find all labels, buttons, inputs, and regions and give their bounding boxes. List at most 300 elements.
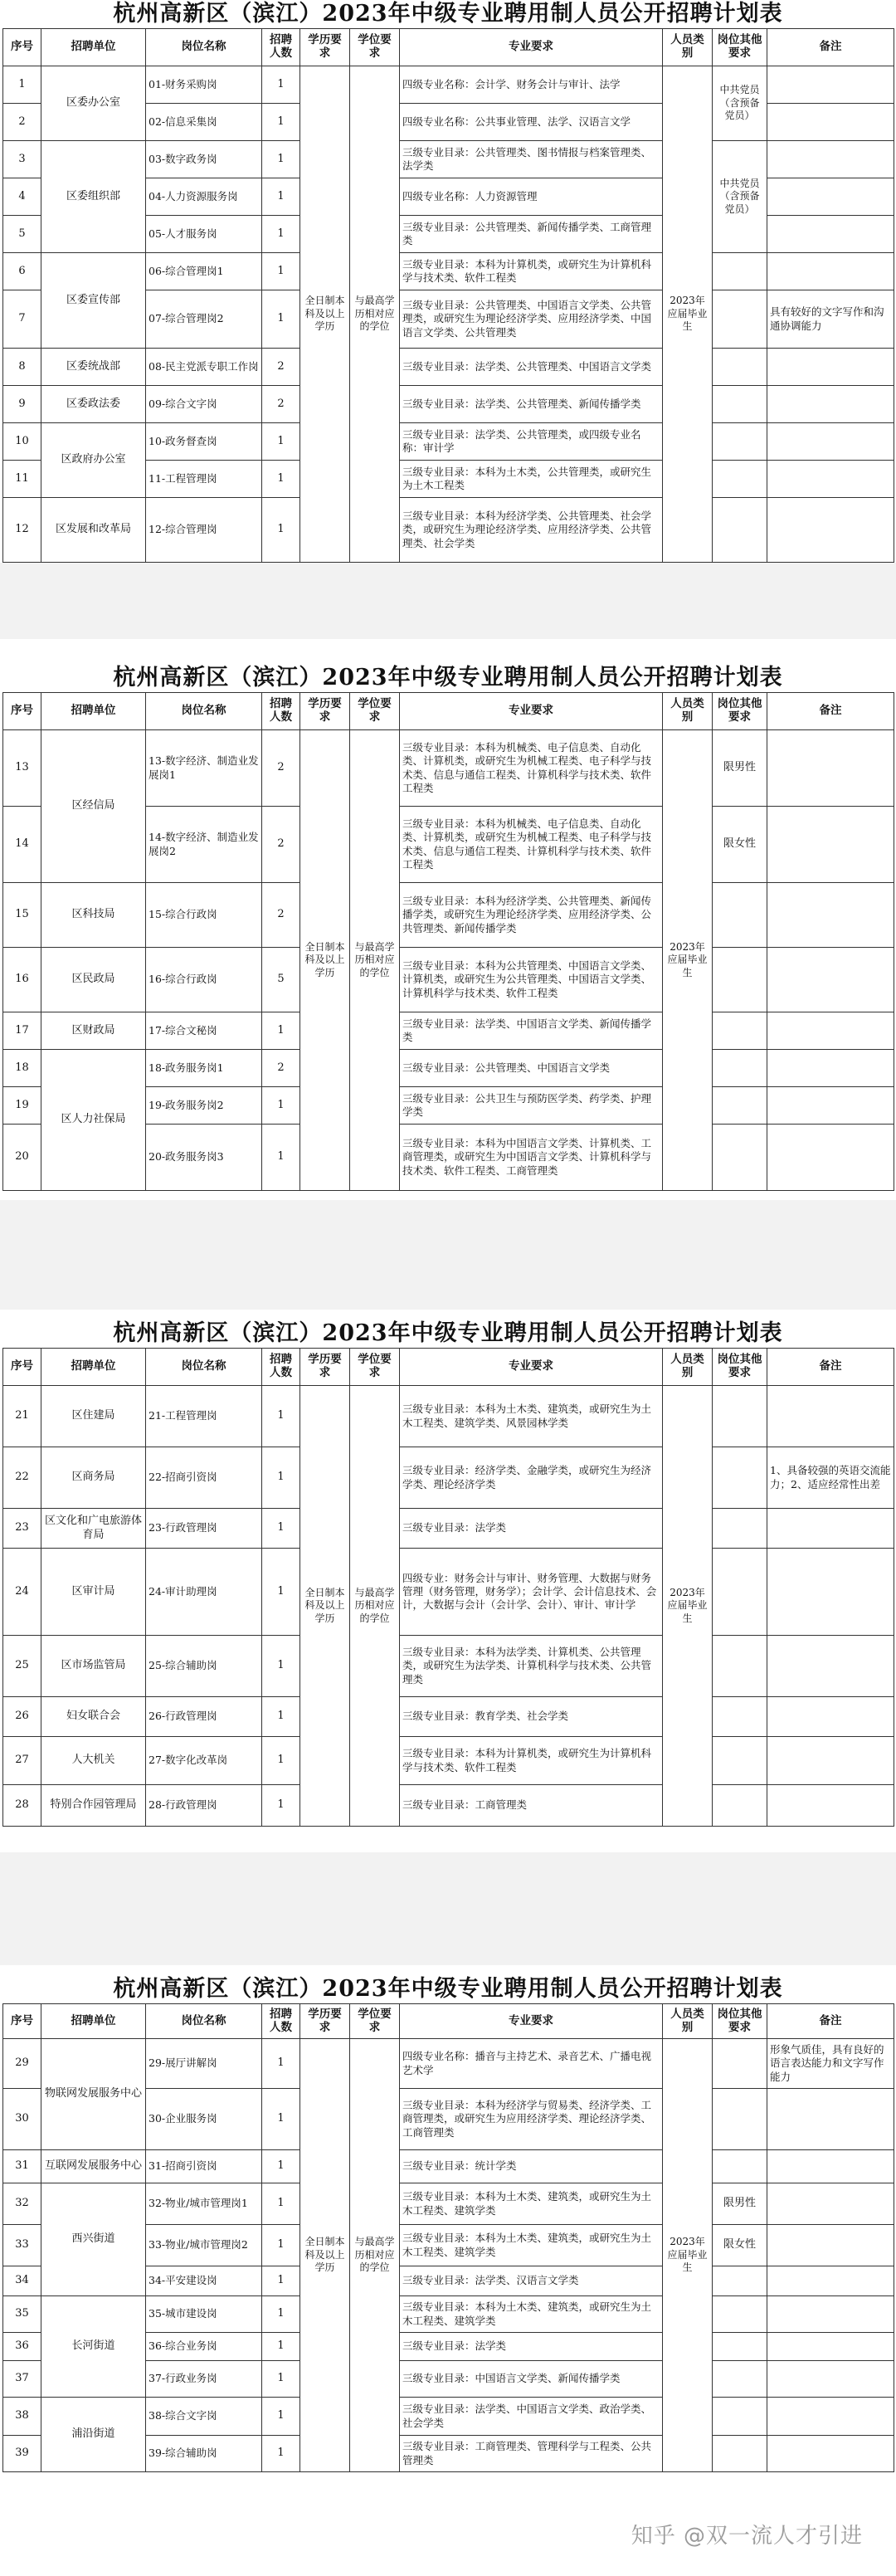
cell-unit: 区民政局 (41, 948, 146, 1012)
cell-major: 三级专业目录：本科为土木类，公共管理类，或研究生为土木工程类 (400, 461, 663, 498)
table-row (3, 498, 894, 563)
cell-other (713, 1509, 767, 1549)
cell-major: 三级专业目录：本科为土木类、建筑类，或研究生为土木工程类、建筑学类 (400, 2225, 663, 2266)
plan-table (2, 692, 894, 1191)
table-row (3, 349, 894, 386)
cell-unit: 区发展和改革局 (41, 498, 146, 563)
cell-major: 三级专业目录：公共管理类、图书情报与档案管理类、法学类 (400, 141, 663, 178)
cell-count: 1 (262, 1636, 300, 1697)
header-post: 岗位名称 (146, 2004, 262, 2039)
cell-unit: 区市场监管局 (41, 1636, 146, 1697)
cell-seq: 2 (3, 104, 41, 141)
watermark-text: 知乎 @双一流人才引进 (631, 2524, 863, 2549)
cell-major: 三级专业目录：经济学类、金融学类，或研究生为经济学类、理论经济学类 (400, 1447, 663, 1509)
cell-unit: 妇女联合会 (41, 1697, 146, 1737)
cell-other (713, 423, 767, 461)
cell-seq: 14 (3, 807, 41, 883)
cell-note (767, 2089, 894, 2150)
cell-note (767, 1087, 894, 1125)
cell-other (713, 2333, 767, 2361)
cell-major: 三级专业目录：工商管理类、管理科学与工程类、公共管理类 (400, 2436, 663, 2472)
table-header-row (3, 29, 894, 66)
cell-note (767, 2150, 894, 2183)
cell-category: 2023年应届毕业生 (663, 1386, 713, 1827)
cell-unit: 区政府办公室 (41, 423, 146, 498)
cell-unit: 西兴街道 (41, 2183, 146, 2296)
cell-seq: 37 (3, 2361, 41, 2398)
cell-post: 07-综合管理岗2 (146, 290, 262, 349)
cell-seq: 21 (3, 1386, 41, 1447)
plan-table (2, 1348, 894, 1827)
cell-major: 三级专业目录：本科为机械类、电子信息类、自动化类、计算机类，或研究生为机械工程类、电子科学与技术类、信息与通信工程类、计算机科学与技术类、软件工程类 (400, 807, 663, 883)
cell-count: 1 (262, 2225, 300, 2266)
sheet-gap (0, 1852, 896, 1965)
header-seq: 序号 (3, 1349, 41, 1386)
table-row (3, 386, 894, 423)
cell-major: 三级专业目录：法学类 (400, 1509, 663, 1549)
table-row (3, 883, 894, 948)
cell-post: 29-展厅讲解岗 (146, 2039, 262, 2089)
cell-unit: 区委宣传部 (41, 253, 146, 349)
table-row (3, 1012, 894, 1050)
cell-count: 1 (262, 2333, 300, 2361)
cell-other (713, 386, 767, 423)
cell-post: 13-数字经济、制造业发展岗1 (146, 730, 262, 807)
cell-note (767, 253, 894, 290)
cell-major: 三级专业目录：本科为公共管理类、中国语言文学类、计算机类，或研究生为公共管理类、中国语言文学类、计算机科学与技术类、软件工程类 (400, 948, 663, 1012)
cell-note (767, 2225, 894, 2266)
cell-seq: 34 (3, 2266, 41, 2296)
cell-other (713, 2150, 767, 2183)
cell-other: 限男性 (713, 730, 767, 807)
sheet-gap (0, 1200, 896, 1310)
table-row (3, 2150, 894, 2183)
header-other: 岗位其他要求 (713, 693, 767, 730)
cell-seq: 31 (3, 2150, 41, 2183)
cell-count: 2 (262, 349, 300, 386)
cell-major: 三级专业目录：公共管理类、新闻传播学类、工商管理类 (400, 216, 663, 253)
cell-other (713, 1737, 767, 1785)
header-other: 岗位其他要求 (713, 2004, 767, 2039)
cell-other: 中共党员（含预备党员） (713, 66, 767, 141)
cell-post: 32-物业/城市管理岗1 (146, 2183, 262, 2225)
cell-other (713, 2436, 767, 2472)
cell-count: 1 (262, 2436, 300, 2472)
cell-other (713, 1549, 767, 1636)
cell-note (767, 1509, 894, 1549)
cell-count: 1 (262, 1509, 300, 1549)
cell-note (767, 1785, 894, 1827)
table-header-row (3, 2004, 894, 2039)
cell-count: 1 (262, 1087, 300, 1125)
table-row (3, 1447, 894, 1509)
cell-unit: 区审计局 (41, 1549, 146, 1636)
cell-note (767, 178, 894, 216)
cell-unit: 人大机关 (41, 1737, 146, 1785)
cell-count: 1 (262, 1012, 300, 1050)
cell-count: 1 (262, 1737, 300, 1785)
header-other: 岗位其他要求 (713, 1349, 767, 1386)
cell-major: 三级专业目录：公共管理类、中国语言文学类、公共管理类，或研究生为理论经济学类、应用经济学类、中国语言文学类、公共管理类 (400, 290, 663, 349)
cell-count: 1 (262, 141, 300, 178)
cell-post: 02-信息采集岗 (146, 104, 262, 141)
cell-major: 三级专业目录：教育学类、社会学类 (400, 1697, 663, 1737)
header-edu: 学历要求 (300, 29, 350, 66)
cell-note: 形象气质佳，具有良好的语言表达能力和文字写作能力 (767, 2039, 894, 2089)
header-post: 岗位名称 (146, 1349, 262, 1386)
table-row (3, 253, 894, 290)
cell-post: 33-物业/城市管理岗2 (146, 2225, 262, 2266)
cell-other: 限女性 (713, 2225, 767, 2266)
cell-major: 三级专业目录：法学类、中国语言文学类、新闻传播学类 (400, 1012, 663, 1050)
cell-post: 37-行政业务岗 (146, 2361, 262, 2398)
cell-unit: 区人力社保局 (41, 1050, 146, 1191)
cell-seq: 28 (3, 1785, 41, 1827)
cell-major: 三级专业目录：本科为经济学类、公共管理类、社会学类，或研究生为理论经济学类、应用经济学类、公共管理类、社会学类 (400, 498, 663, 563)
cell-edu: 全日制本科及以上学历 (300, 2039, 350, 2472)
cell-seq: 8 (3, 349, 41, 386)
cell-other: 限男性 (713, 2183, 767, 2225)
cell-count: 1 (262, 104, 300, 141)
header-note: 备注 (767, 29, 894, 66)
cell-post: 27-数字化改革岗 (146, 1737, 262, 1785)
cell-post: 03-数字政务岗 (146, 141, 262, 178)
table-row (3, 2183, 894, 2225)
table-row (3, 423, 894, 461)
cell-count: 1 (262, 423, 300, 461)
header-category: 人员类别 (663, 29, 713, 66)
cell-major: 四级专业名称：公共事业管理、法学、汉语言文学 (400, 104, 663, 141)
cell-count: 1 (262, 290, 300, 349)
header-seq: 序号 (3, 693, 41, 730)
cell-post: 05-人才服务岗 (146, 216, 262, 253)
cell-note (767, 461, 894, 498)
cell-count: 1 (262, 1386, 300, 1447)
header-count: 招聘人数 (262, 1349, 300, 1386)
cell-edu: 全日制本科及以上学历 (300, 1386, 350, 1827)
sheet-3 (0, 1320, 896, 1827)
cell-degree: 与最高学历相对应的学位 (350, 2039, 400, 2472)
cell-major: 三级专业目录：工商管理类 (400, 1785, 663, 1827)
cell-post: 18-政务服务岗1 (146, 1050, 262, 1087)
cell-seq: 5 (3, 216, 41, 253)
table-row (3, 66, 894, 104)
cell-edu: 全日制本科及以上学历 (300, 730, 350, 1191)
cell-unit: 互联网发展服务中心 (41, 2150, 146, 2183)
cell-seq: 9 (3, 386, 41, 423)
cell-major: 三级专业目录：本科为土木类、建筑类，或研究生为土木工程类、建筑学类、风景园林学类 (400, 1386, 663, 1447)
cell-unit: 区经信局 (41, 730, 146, 883)
cell-post: 15-综合行政岗 (146, 883, 262, 948)
cell-unit: 物联网发展服务中心 (41, 2039, 146, 2150)
cell-major: 四级专业名称：人力资源管理 (400, 178, 663, 216)
header-note: 备注 (767, 1349, 894, 1386)
cell-other (713, 461, 767, 498)
cell-major: 四级专业名称：会计学、财务会计与审计、法学 (400, 66, 663, 104)
cell-seq: 26 (3, 1697, 41, 1737)
cell-count: 1 (262, 253, 300, 290)
cell-note (767, 883, 894, 948)
cell-post: 12-综合管理岗 (146, 498, 262, 563)
cell-post: 26-行政管理岗 (146, 1697, 262, 1737)
cell-seq: 27 (3, 1737, 41, 1785)
table-row (3, 1636, 894, 1697)
cell-post: 22-招商引资岗 (146, 1447, 262, 1509)
cell-major: 三级专业目录：本科为计算机类，或研究生为计算机科学与技术类、软件工程类 (400, 253, 663, 290)
header-seq: 序号 (3, 29, 41, 66)
cell-count: 2 (262, 386, 300, 423)
cell-unit: 区财政局 (41, 1012, 146, 1050)
header-unit: 招聘单位 (41, 693, 146, 730)
cell-note (767, 104, 894, 141)
header-category: 人员类别 (663, 2004, 713, 2039)
cell-seq: 32 (3, 2183, 41, 2225)
cell-count: 1 (262, 461, 300, 498)
cell-post: 10-政务督查岗 (146, 423, 262, 461)
cell-other (713, 1050, 767, 1087)
cell-post: 17-综合文秘岗 (146, 1012, 262, 1050)
header-major: 专业要求 (400, 693, 663, 730)
cell-major: 三级专业目录：本科为经济学类、公共管理类、新闻传播学类，或研究生为理论经济学类、应用经济学类、公共管理类、新闻传播学类 (400, 883, 663, 948)
cell-post: 39-综合辅助岗 (146, 2436, 262, 2472)
cell-major: 三级专业目录：公共卫生与预防医学类、药学类、护理学类 (400, 1087, 663, 1125)
header-degree: 学位要求 (350, 1349, 400, 1386)
header-count: 招聘人数 (262, 29, 300, 66)
cell-unit: 长河街道 (41, 2296, 146, 2398)
cell-other (713, 1386, 767, 1447)
cell-seq: 23 (3, 1509, 41, 1549)
cell-count: 1 (262, 2361, 300, 2398)
cell-note (767, 1125, 894, 1191)
cell-post: 30-企业服务岗 (146, 2089, 262, 2150)
cell-seq: 38 (3, 2398, 41, 2436)
cell-seq: 18 (3, 1050, 41, 1087)
cell-note: 具有较好的文字写作和沟通协调能力 (767, 290, 894, 349)
cell-other (713, 883, 767, 948)
cell-seq: 22 (3, 1447, 41, 1509)
cell-post: 23-行政管理岗 (146, 1509, 262, 1549)
cell-other (713, 948, 767, 1012)
cell-note (767, 1549, 894, 1636)
header-other: 岗位其他要求 (713, 29, 767, 66)
cell-other (713, 1785, 767, 1827)
header-post: 岗位名称 (146, 693, 262, 730)
cell-other (713, 2398, 767, 2436)
table-row (3, 2296, 894, 2333)
header-seq: 序号 (3, 2004, 41, 2039)
cell-post: 34-平安建设岗 (146, 2266, 262, 2296)
cell-note (767, 386, 894, 423)
cell-major: 三级专业目录：本科为机械类、电子信息类、自动化类、计算机类，或研究生为机械工程类、电子科学与技术类、信息与通信工程类、计算机科学与技术类、软件工程类 (400, 730, 663, 807)
cell-note (767, 1636, 894, 1697)
cell-seq: 1 (3, 66, 41, 104)
cell-count: 1 (262, 2296, 300, 2333)
cell-note (767, 1050, 894, 1087)
table-row (3, 2398, 894, 2436)
cell-seq: 29 (3, 2039, 41, 2089)
sheet-2 (0, 664, 896, 1191)
table-row (3, 1549, 894, 1636)
header-count: 招聘人数 (262, 693, 300, 730)
cell-note (767, 2361, 894, 2398)
header-note: 备注 (767, 693, 894, 730)
header-count: 招聘人数 (262, 2004, 300, 2039)
header-edu: 学历要求 (300, 1349, 350, 1386)
header-unit: 招聘单位 (41, 29, 146, 66)
cell-note (767, 807, 894, 883)
cell-count: 1 (262, 2039, 300, 2089)
cell-seq: 13 (3, 730, 41, 807)
cell-other (713, 2296, 767, 2333)
cell-major: 三级专业目录：本科为土木类、建筑类，或研究生为土木工程类、建筑学类 (400, 2183, 663, 2225)
cell-note (767, 2296, 894, 2333)
header-major: 专业要求 (400, 29, 663, 66)
cell-degree: 与最高学历相对应的学位 (350, 730, 400, 1191)
header-category: 人员类别 (663, 693, 713, 730)
cell-major: 四级专业：财务会计与审计、财务管理、大数据与财务管理（财务管理，财务学）；会计学、会计信息技术、会计，大数据与会计（会计学、会计）、审计、审计学 (400, 1549, 663, 1636)
cell-count: 1 (262, 66, 300, 104)
cell-other (713, 1697, 767, 1737)
cell-post: 24-审计助理岗 (146, 1549, 262, 1636)
cell-note (767, 948, 894, 1012)
cell-count: 1 (262, 2398, 300, 2436)
cell-unit: 区委统战部 (41, 349, 146, 386)
cell-count: 1 (262, 2089, 300, 2150)
cell-major: 四级专业名称：播音与主持艺术、录音艺术、广播电视艺术学 (400, 2039, 663, 2089)
cell-seq: 3 (3, 141, 41, 178)
cell-major: 三级专业目录：法学类 (400, 2333, 663, 2361)
cell-major: 三级专业目录：本科为土木类、建筑类，或研究生为土木工程类、建筑学类 (400, 2296, 663, 2333)
header-edu: 学历要求 (300, 2004, 350, 2039)
sheet-gap (0, 551, 896, 639)
cell-unit: 区住建局 (41, 1386, 146, 1447)
cell-post: 36-综合业务岗 (146, 2333, 262, 2361)
table-row (3, 1697, 894, 1737)
cell-note (767, 216, 894, 253)
sheet-title: 杭州高新区（滨江）2023年中级专业聘用制人员公开招聘计划表 (113, 1320, 783, 1346)
cell-count: 1 (262, 2183, 300, 2225)
cell-post: 11-工程管理岗 (146, 461, 262, 498)
cell-note (767, 1012, 894, 1050)
sheet-title: 杭州高新区（滨江）2023年中级专业聘用制人员公开招聘计划表 (113, 1976, 783, 2002)
cell-seq: 33 (3, 2225, 41, 2266)
sheet-1 (0, 0, 896, 563)
sheet-title: 杭州高新区（滨江）2023年中级专业聘用制人员公开招聘计划表 (113, 1, 783, 27)
plan-table (2, 28, 894, 563)
cell-count: 1 (262, 498, 300, 563)
header-major: 专业要求 (400, 1349, 663, 1386)
cell-count: 1 (262, 1785, 300, 1827)
header-note: 备注 (767, 2004, 894, 2039)
cell-count: 1 (262, 1447, 300, 1509)
cell-major: 三级专业目录：本科为法学类、计算机类、公共管理类，或研究生为法学类、计算机科学与技术类、公共管理类 (400, 1636, 663, 1697)
cell-seq: 7 (3, 290, 41, 349)
cell-note: 1、具备较强的英语交流能力；2、适应经常性出差 (767, 1447, 894, 1509)
cell-post: 01-财务采购岗 (146, 66, 262, 104)
cell-post: 14-数字经济、制造业发展岗2 (146, 807, 262, 883)
table-header-row (3, 1349, 894, 1386)
cell-note (767, 2436, 894, 2472)
cell-other (713, 1447, 767, 1509)
cell-count: 2 (262, 807, 300, 883)
cell-count: 1 (262, 2266, 300, 2296)
cell-major: 三级专业目录：公共管理类、中国语言文学类 (400, 1050, 663, 1087)
header-unit: 招聘单位 (41, 2004, 146, 2039)
cell-other (713, 1125, 767, 1191)
cell-major: 三级专业目录：中国语言文学类、新闻传播学类 (400, 2361, 663, 2398)
cell-note (767, 2333, 894, 2361)
cell-note (767, 349, 894, 386)
cell-other (713, 253, 767, 290)
cell-major: 三级专业目录：本科为中国语言文学类、计算机类、工商管理类，或研究生为中国语言文学类、计算机科学与技术类、软件工程类、工商管理类 (400, 1125, 663, 1191)
table-row (3, 1785, 894, 1827)
cell-seq: 11 (3, 461, 41, 498)
cell-post: 35-城市建设岗 (146, 2296, 262, 2333)
cell-seq: 10 (3, 423, 41, 461)
cell-edu: 全日制本科及以上学历 (300, 66, 350, 563)
cell-post: 31-招商引资岗 (146, 2150, 262, 2183)
cell-other: 限女性 (713, 807, 767, 883)
header-unit: 招聘单位 (41, 1349, 146, 1386)
sheet-4 (0, 1975, 896, 2472)
cell-major: 三级专业目录：统计学类 (400, 2150, 663, 2183)
cell-post: 25-综合辅助岗 (146, 1636, 262, 1697)
cell-post: 06-综合管理岗1 (146, 253, 262, 290)
cell-unit: 区委办公室 (41, 66, 146, 141)
cell-other: 中共党员（含预备党员） (713, 141, 767, 253)
cell-other (713, 1012, 767, 1050)
cell-major: 三级专业目录：本科为经济学与贸易类、经济学类、工商管理类，或研究生为应用经济学类、理论经济学类、工商管理类 (400, 2089, 663, 2150)
cell-count: 1 (262, 216, 300, 253)
cell-category: 2023年应届毕业生 (663, 66, 713, 563)
cell-seq: 15 (3, 883, 41, 948)
cell-seq: 30 (3, 2089, 41, 2150)
cell-count: 2 (262, 1050, 300, 1087)
cell-seq: 36 (3, 2333, 41, 2361)
table-row (3, 1050, 894, 1087)
cell-unit: 区商务局 (41, 1447, 146, 1509)
cell-seq: 4 (3, 178, 41, 216)
cell-major: 三级专业目录：法学类、中国语言文学类、政治学类、社会学类 (400, 2398, 663, 2436)
cell-count: 2 (262, 883, 300, 948)
header-edu: 学历要求 (300, 693, 350, 730)
table-row (3, 730, 894, 807)
cell-note (767, 66, 894, 104)
cell-note (767, 141, 894, 178)
cell-post: 19-政务服务岗2 (146, 1087, 262, 1125)
cell-other (713, 498, 767, 563)
cell-major: 三级专业目录：法学类、公共管理类、中国语言文学类 (400, 349, 663, 386)
cell-other (713, 1636, 767, 1697)
cell-note (767, 2266, 894, 2296)
cell-count: 1 (262, 2150, 300, 2183)
cell-seq: 17 (3, 1012, 41, 1050)
cell-post: 21-工程管理岗 (146, 1386, 262, 1447)
cell-major: 三级专业目录：法学类、公共管理类，或四级专业名称：审计学 (400, 423, 663, 461)
cell-post: 20-政务服务岗3 (146, 1125, 262, 1191)
cell-count: 1 (262, 1549, 300, 1636)
cell-note (767, 2183, 894, 2225)
cell-category: 2023年应届毕业生 (663, 730, 713, 1191)
cell-post: 04-人力资源服务岗 (146, 178, 262, 216)
cell-count: 2 (262, 730, 300, 807)
table-row (3, 1386, 894, 1447)
cell-seq: 12 (3, 498, 41, 563)
cell-post: 28-行政管理岗 (146, 1785, 262, 1827)
header-degree: 学位要求 (350, 2004, 400, 2039)
cell-unit: 区文化和广电旅游体育局 (41, 1509, 146, 1549)
cell-unit: 特别合作园管理局 (41, 1785, 146, 1827)
